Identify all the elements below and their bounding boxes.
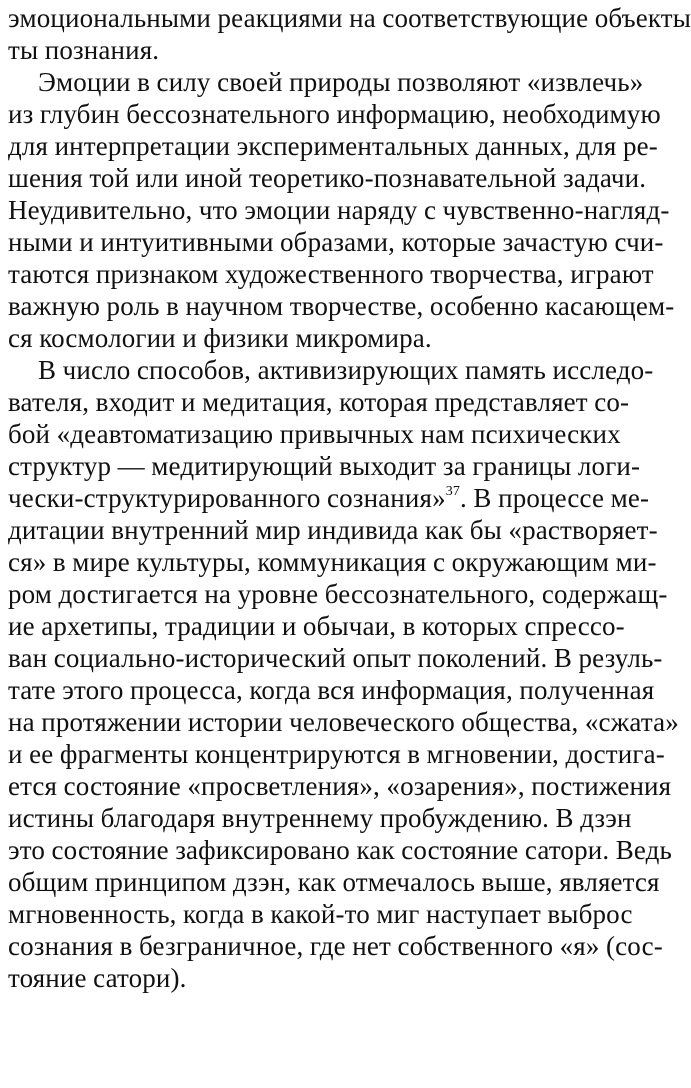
text-line: дитации внутренний мир индивида как бы «растворяет- xyxy=(8,515,658,545)
text-line: сознания в безграничное, где нет собственного «я» (сос- xyxy=(8,931,663,961)
text-line: ся космологии и физики микромира. xyxy=(8,323,432,353)
text-line: ие архетипы, традиции и обычаи, в которых спрессо- xyxy=(8,611,625,641)
text-line: тояние сатори). xyxy=(8,963,187,993)
text-line: ся» в мире культуры, коммуникация с окружающим ми- xyxy=(8,547,657,577)
text-line: важную роль в научном творчестве, особенно касающем- xyxy=(8,291,675,321)
text-line: шения той или иной теоретико-познавательной задачи. xyxy=(8,163,647,193)
text-segment: чески-структурированного сознания» xyxy=(8,483,446,513)
text-line: Эмоции в силу своей природы позволяют «извлечь» xyxy=(38,67,644,97)
text-line: эмоциональными реакциями на соответствующие объекты xyxy=(8,3,691,33)
footnote-ref: 37 xyxy=(445,484,461,499)
text-line: для интерпретации экспериментальных данных, для ре- xyxy=(8,131,658,161)
text-line: бой «деавтоматизацию привычных нам психических xyxy=(8,419,621,449)
text-line: из глубин бессознательного информацию, необходимую xyxy=(8,99,661,129)
text-line: вателя, входит и медитация, которая представляет со- xyxy=(8,387,630,417)
text-line: ты познания. xyxy=(8,35,160,65)
text-line: ром достигается на уровне бессознательного, содержащ- xyxy=(8,579,668,609)
text-line: ными и интуитивными образами, которые зачастую счи- xyxy=(8,227,664,257)
text-line: Неудивительно, что эмоции наряду с чувственно-нагляд- xyxy=(8,195,670,225)
text-line: на протяжении истории человеческого общества, «сжата» xyxy=(8,707,679,737)
text-line xyxy=(8,482,650,514)
text-line: и ее фрагменты концентрируются в мгновении, достига- xyxy=(8,739,665,769)
text-line: общим принципом дзэн, как отмечалось выше, является xyxy=(8,867,660,897)
text-segment: . В процессе ме- xyxy=(460,483,650,513)
text-line: структур — медитирующий выходит за границы логи- xyxy=(8,451,641,481)
text-line: это состояние зафиксировано как состояние сатори. Ведь xyxy=(8,835,673,865)
text-line: тате этого процесса, когда вся информация, полученная xyxy=(8,675,655,705)
text-line: таются признаком художественного творчества, играют xyxy=(8,259,654,289)
text-line: мгновенность, когда в какой-то миг наступает выброс xyxy=(8,899,633,929)
text-line: В число способов, активизирующих память исследо- xyxy=(38,355,654,385)
text-line: ется состояние «просветления», «озарения», постижения xyxy=(8,771,672,801)
text-line: истины благодаря внутреннему пробуждению. В дзэн xyxy=(8,803,632,833)
text-line: ван социально-исторический опыт поколений. В резуль- xyxy=(8,643,663,673)
